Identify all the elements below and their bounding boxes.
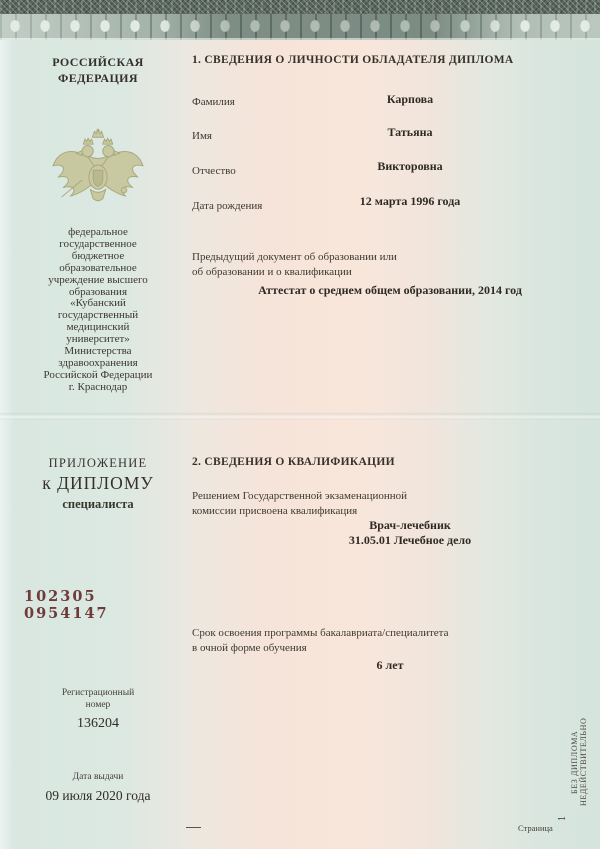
coat-of-arms-eagle-icon <box>46 124 150 232</box>
registration-number-value: 136204 <box>77 715 119 731</box>
form-serial-number: 102305 0954147 <box>24 588 109 622</box>
field-value-firstname: Татьяна <box>387 125 433 139</box>
supplement-title-block <box>22 456 174 512</box>
previous-document-value: Аттестат о среднем общем образовании, 2014 год <box>258 283 522 297</box>
page-number: 1 <box>557 816 568 821</box>
to-diploma-word: к ДИПЛОМУ <box>42 473 154 493</box>
supplement-word: ПРИЛОЖЕНИЕ <box>48 456 148 470</box>
issue-date-block <box>22 772 174 804</box>
issue-date-label: Дата выдачи <box>72 772 124 782</box>
registration-number-label: Регистрационный номер <box>61 688 135 710</box>
institution-name: федеральное государственное бюджетное образовательное учреждение высшего образования «Кубанский государственный медицинский университет» Министерства здравоохранения Российской Федерации г. Краснодар <box>43 226 153 393</box>
field-label-birthdate: Дата рождения <box>192 200 263 212</box>
study-duration-label: Срок освоения программы бакалавриата/специалитета в очной форме обучения <box>192 627 449 654</box>
section2-title: 2. СВЕДЕНИЯ О КВАЛИФИКАЦИИ <box>192 456 395 468</box>
border-lattice-strip <box>0 0 600 14</box>
field-label-surname: Фамилия <box>192 96 235 108</box>
previous-document-label: Предыдущий документ об образовании или об образовании и о квалификации <box>192 251 397 278</box>
field-value-patronymic: Викторовна <box>377 159 443 173</box>
specialty-value: 31.05.01 Лечебное дело <box>348 533 472 547</box>
registration-block <box>22 688 174 732</box>
study-duration-value: 6 лет <box>376 658 404 672</box>
section1-title: 1. СВЕДЕНИЯ О ЛИЧНОСТИ ОБЛАДАТЕЛЯ ДИПЛОМА <box>192 54 514 66</box>
field-value-birthdate: 12 марта 1996 года <box>359 194 461 208</box>
paper-fold-crease <box>0 413 600 420</box>
country-title: РОССИЙСКАЯ ФЕДЕРАЦИЯ <box>52 55 144 85</box>
field-label-patronymic: Отчество <box>192 165 236 177</box>
qualification-value: Врач-лечебник <box>369 518 451 532</box>
commission-decision-label: Решением Государственной экзаменационной комиссии присвоена квалификация <box>192 490 408 517</box>
issue-date-value: 09 июля 2020 года <box>45 787 151 803</box>
field-label-firstname: Имя <box>192 130 212 142</box>
border-medallion-strip <box>0 14 600 40</box>
specialist-word: специалиста <box>62 497 134 511</box>
field-value-surname: Карпова <box>386 92 434 106</box>
without-diploma-invalid-note: БЕЗ ДИПЛОМА НЕДЕЙСТВИТЕЛЬНО <box>570 717 588 807</box>
guilloche-top-border <box>0 0 600 40</box>
footer-dash-mark <box>186 827 201 828</box>
page-label: Страница <box>518 823 553 833</box>
